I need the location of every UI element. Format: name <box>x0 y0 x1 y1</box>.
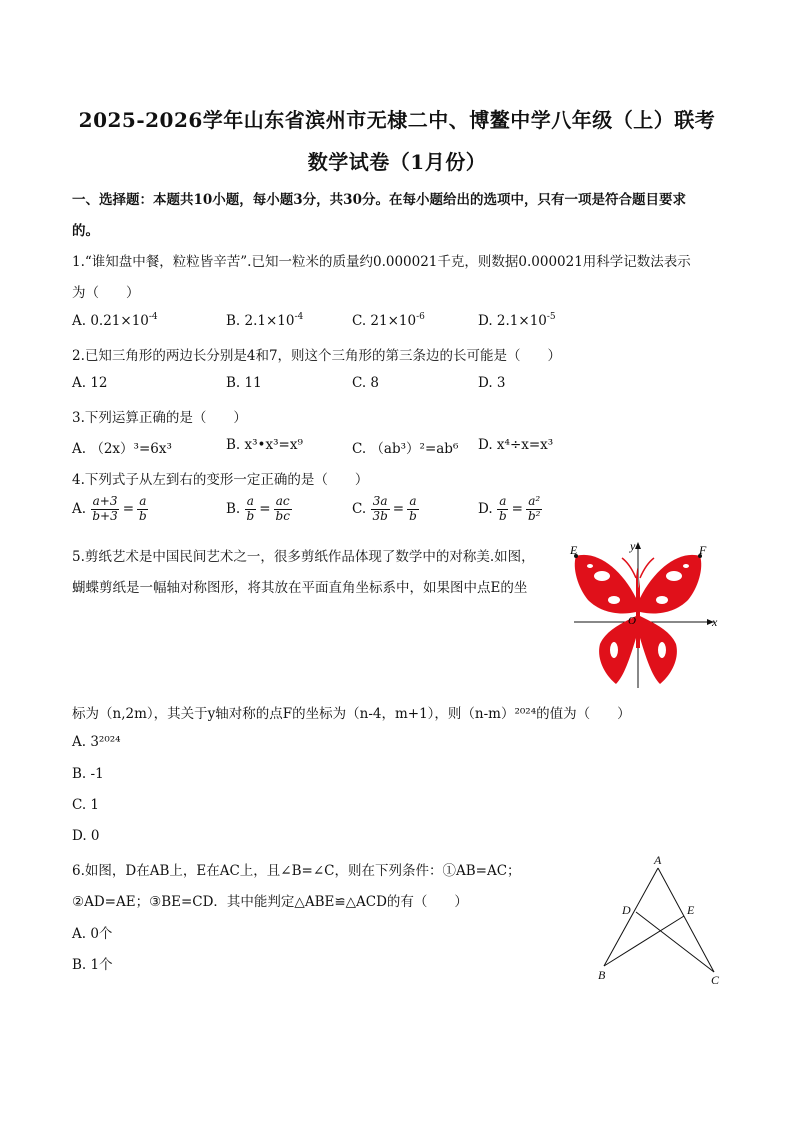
q4-option-b: B. $\frac{a}{b}$ = $\frac{ac}{bc}$ <box>226 494 290 523</box>
page-subtitle: 数学试卷（1月份） <box>307 150 487 174</box>
section-instruction: 一、选择题：本题共10小题，每小题3分，共30分。在每小题给出的选项中，只有一项是符合题目要求 <box>72 192 686 208</box>
label-d: D <box>622 903 631 917</box>
label-y: y <box>630 539 636 553</box>
question-5-stem: 5.剪纸艺术是中国民间艺术之一，很多剪纸作品体现了数学中的对称美.如图， <box>72 549 535 565</box>
question-6-stem-cont: ②AD=AE；③BE=CD．其中能判定△ABE≌△ACD的有（ ） <box>72 894 468 910</box>
question-5-stem-cont: 蝴蝶剪纸是一幅轴对称图形，将其放在平面直角坐标系中，如果图中点E的坐 <box>72 580 528 596</box>
question-2-stem: 2.已知三角形的两边长分别是4和7，则这个三角形的第三条边的长可能是（ ） <box>72 348 562 364</box>
q2-option-d: D. 3 <box>478 375 506 391</box>
page-title: 2025-2026学年山东省滨州市无棣二中、博鳌中学八年级（上）联考 <box>78 108 716 132</box>
section-instruction-cont: 的。 <box>72 223 99 239</box>
q6-option-b: B. 1个 <box>72 957 113 973</box>
label-b: B <box>598 968 606 982</box>
q4-option-d: D. $\frac{a}{b}$ = $\frac{\text{a²}}{\text{b²}}$ <box>478 494 541 523</box>
q1-option-b: B. $2.1\times 10^{-4}$ <box>226 312 304 329</box>
q4-option-c: C. $\frac{3a}{3b}$ = $\frac{a}{b}$ <box>352 494 417 523</box>
q1-option-c: C. $21\times 10^{-6}$ <box>352 312 425 329</box>
label-e: E <box>570 543 578 557</box>
label-o: O <box>628 615 636 627</box>
segment-ab <box>604 868 658 966</box>
label-e-point: E <box>687 903 695 917</box>
label-x: x <box>712 615 718 629</box>
label-c: C <box>711 973 720 987</box>
q4-option-a: A. $\frac{a+3}{b+3}$ = $\frac{a}{b}$ <box>72 494 147 523</box>
q5-option-a: A. 3²⁰²⁴ <box>72 734 121 750</box>
question-6-stem: 6.如图，D在AB上，E在AC上，且∠B=∠C，则在下列条件：①AB=AC； <box>72 863 521 879</box>
y-axis-arrow <box>635 542 641 549</box>
q5-option-b: B. -1 <box>72 766 104 782</box>
q2-option-c: C. 8 <box>352 375 380 391</box>
butterfly-figure <box>566 538 726 693</box>
q3-option-a: A. （2x）³=6x³ <box>72 441 172 457</box>
question-4-stem: 4.下列式子从左到右的变形一定正确的是（ ） <box>72 472 369 488</box>
q3-option-b: B. x³•x³=x⁹ <box>226 437 303 453</box>
segment-be <box>604 916 684 966</box>
q3-option-d: D. x⁴÷x=x³ <box>478 437 554 453</box>
segment-cd <box>636 912 714 972</box>
question-5-stem-cont2: 标为（n,2m），其关于y轴对称的点F的坐标为（n-4，m+1），则（n-m）²⁰²⁴的值为（ ） <box>72 706 631 722</box>
q2-option-b: B. 11 <box>226 375 262 391</box>
q5-option-c: C. 1 <box>72 797 100 813</box>
q1-option-a: A. $0.21\times 10^{-4}$ <box>72 312 158 329</box>
question-1-stem-cont: 为（ ） <box>72 285 140 301</box>
label-f: F <box>699 543 707 557</box>
q1-option-d: D. $2.1\times 10^{-5}$ <box>478 312 556 329</box>
q6-option-a: A. 0个 <box>72 926 113 942</box>
segment-ac <box>658 868 714 972</box>
triangle-figure <box>590 852 730 992</box>
q2-option-a: A. 12 <box>72 375 108 391</box>
label-a: A <box>654 853 662 867</box>
question-1-stem: 1.“谁知盘中餐，粒粒皆辛苦”.已知一粒米的质量约0.000021千克，则数据0.000021用科学记数法表示 <box>72 254 691 270</box>
q5-option-d: D. 0 <box>72 828 100 844</box>
q3-option-c: C. （ab³）²=ab⁶ <box>352 441 459 457</box>
question-3-stem: 3.下列运算正确的是（ ） <box>72 410 247 426</box>
